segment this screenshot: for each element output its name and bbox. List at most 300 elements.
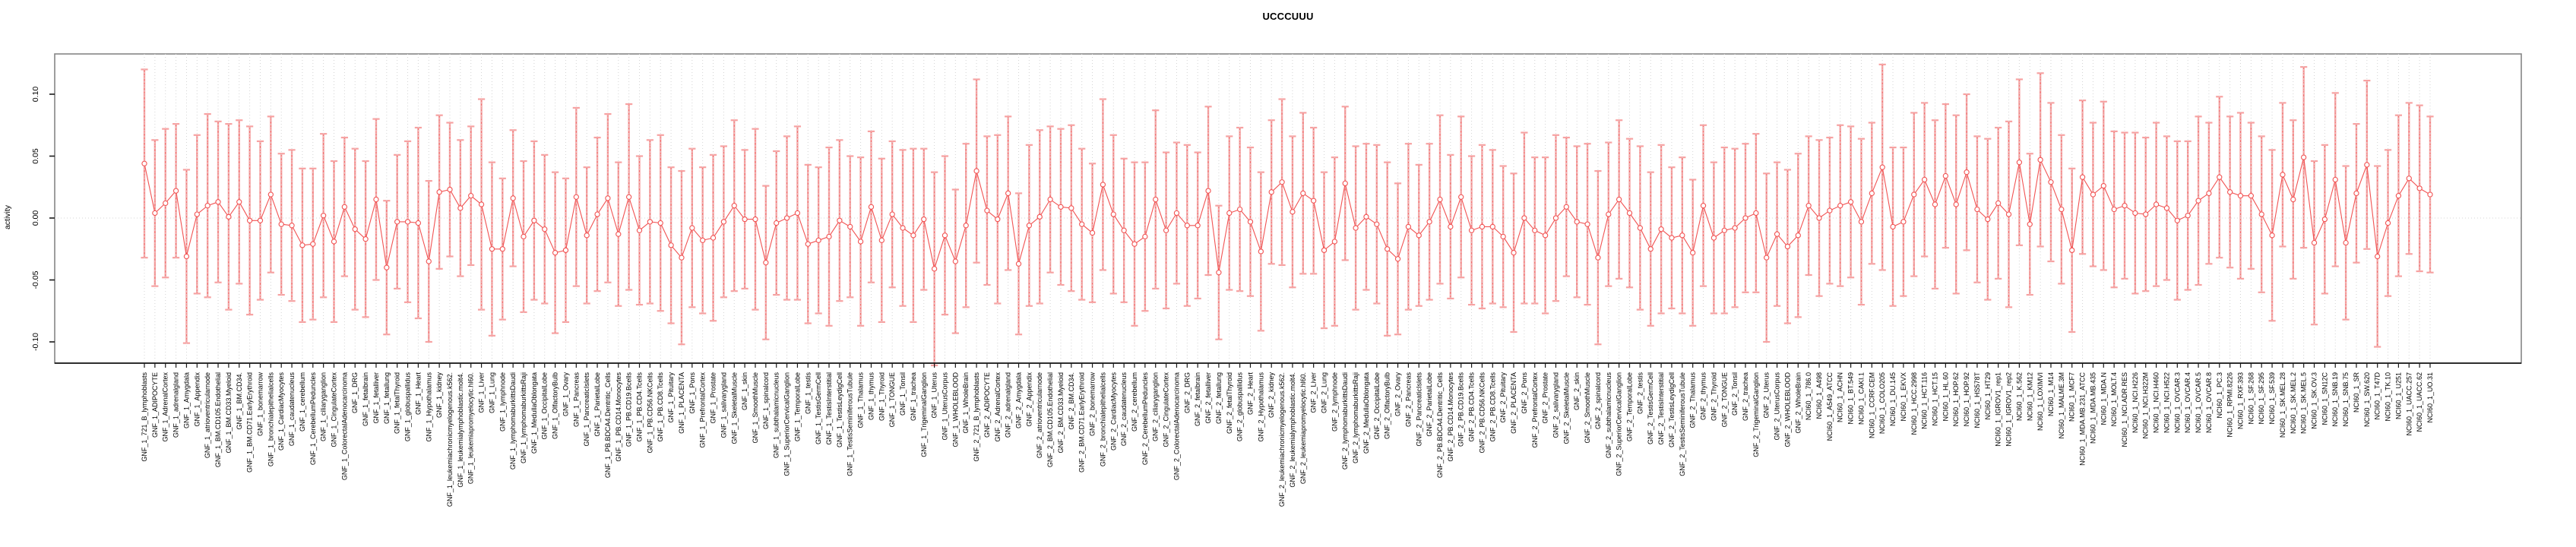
data-point	[1353, 226, 1358, 230]
data-point	[1459, 194, 1464, 199]
x-category-label: GNF_2_Appendix	[1025, 372, 1033, 427]
x-category-label: NCI60_1_OVCAR.8	[2204, 372, 2213, 434]
x-category-label: GNF_1_Thyroid	[878, 372, 886, 422]
x-category-label: GNF_1_fetalliver	[372, 372, 380, 424]
x-category-label: NCI60_1_786.0	[1805, 372, 1813, 421]
x-category-label: GNF_1_WHOLEBLOOD	[951, 372, 960, 447]
x-category-label: GNF_2_PB.CD19.Bcells	[1457, 372, 1465, 447]
x-category-label: GNF_1_SmoothMuscle	[751, 372, 759, 444]
x-category-label: GNF_2_TONGUE	[1720, 372, 1729, 428]
data-point	[1648, 247, 1653, 251]
x-category-label: GNF_1_TrigeminalGanglion	[919, 372, 928, 457]
x-category-label: GNF_2_PLACENTA	[1510, 372, 1518, 434]
x-category-label: NCI60_1_UO.31	[2426, 372, 2434, 423]
x-category-label: GNF_2_PB.CD56.NKCells	[1478, 372, 1486, 454]
data-point	[2407, 176, 2411, 181]
data-point	[1469, 228, 1473, 232]
x-category-label: NCI60_1_MDA.MB.231_ATCC	[2078, 372, 2087, 466]
data-point	[2133, 210, 2138, 215]
x-category-label: NCI60_1_SF.539	[2268, 372, 2277, 425]
x-category-label: NCI60_1_SK.MEL.28	[2278, 372, 2286, 438]
data-point	[848, 224, 853, 229]
data-point	[784, 216, 789, 220]
x-category-label: NCI60_1_HCC.2998	[1910, 372, 1918, 435]
data-point	[563, 248, 568, 252]
data-point	[995, 217, 1000, 222]
data-point	[1764, 255, 1769, 260]
y-tick-label: -0.10	[31, 333, 40, 351]
x-category-label: NCI60_1_HOP.92	[1963, 372, 1971, 427]
x-category-label: GNF_2_Pons	[1520, 372, 1528, 414]
x-category-label: GNF_2_PB.CD14.Monocytes	[1446, 372, 1454, 462]
data-point	[764, 261, 768, 265]
data-point	[1280, 180, 1284, 185]
data-point	[637, 228, 641, 232]
x-category-label: GNF_1_PB.CD19.Bcells	[625, 372, 633, 447]
data-point	[1227, 210, 1232, 215]
x-category-label: GNF_2_bonemarrow	[1088, 372, 1097, 437]
x-category-label: GNF_1_trachea	[909, 372, 917, 422]
x-category-label: NCI60_1_SN12C	[2321, 372, 2329, 425]
data-point	[1154, 197, 1158, 201]
data-point	[1269, 190, 1274, 194]
data-point	[1659, 227, 1663, 232]
x-category-label: NCI60_1_MOLT.4	[2110, 372, 2119, 427]
x-category-label: GNF_1_fetalbrain	[362, 372, 370, 427]
x-category-label: GNF_2_SuperiorCervicalGanglion	[1615, 372, 1623, 476]
x-category-label: NCI60_1_MDA.N	[2100, 372, 2108, 425]
data-point	[1490, 224, 1495, 229]
data-point	[1849, 200, 1853, 204]
data-point	[1701, 204, 1705, 208]
data-point	[1869, 191, 1874, 195]
data-point	[1585, 222, 1590, 226]
data-point	[142, 161, 147, 166]
data-point	[2017, 160, 2021, 165]
data-point	[458, 206, 463, 210]
data-point	[2196, 198, 2201, 203]
x-category-label: GNF_1_AdrenalCortex	[161, 372, 169, 442]
x-category-label: GNF_2_CardiacMyocytes	[1109, 372, 1118, 451]
x-category-label: GNF_2_PrefrontalCortex	[1530, 372, 1539, 448]
x-category-label: GNF_1_leukemiapromyelocytic.hl60.	[467, 372, 475, 485]
x-category-label: GNF_1_Hypothalamus	[425, 372, 433, 442]
data-point	[489, 247, 494, 251]
data-point	[543, 227, 547, 232]
data-point	[1553, 216, 1558, 220]
x-category-label: GNF_1_BM.CD105.Endothelial	[214, 372, 223, 468]
x-category-label: GNF_1_CerebellumPeduncles	[309, 372, 317, 466]
x-category-label: NCI60_1_IGROV1_rep2	[2005, 372, 2013, 447]
data-point	[1069, 206, 1074, 210]
x-category-label: GNF_1_PB.BDCA4.Dentritic_Cells	[603, 372, 612, 479]
x-category-label: GNF_2_UterusCorpus	[1773, 372, 1781, 441]
data-point	[2090, 192, 2095, 197]
data-point	[2333, 177, 2337, 182]
y-tick-label: -0.05	[31, 270, 40, 289]
data-point	[1312, 198, 1316, 203]
data-point	[279, 222, 283, 226]
x-category-label: NCI60_1_U251	[2394, 372, 2403, 420]
x-category-label: GNF_2_Heart	[1246, 372, 1255, 416]
data-point	[1722, 228, 1726, 232]
data-point	[1290, 210, 1295, 214]
data-point	[974, 169, 979, 173]
x-category-label: NCI60_1_UACC.257	[2405, 372, 2413, 436]
x-category-label: NCI60_1_COLO205	[1878, 372, 1887, 435]
data-point	[1427, 220, 1432, 224]
x-category-label: GNF_2_fetalThyroid	[1225, 372, 1233, 435]
data-point	[448, 187, 452, 191]
data-point	[2049, 180, 2053, 185]
data-point	[1901, 220, 1906, 224]
x-category-label: GNF_2_Pancreas	[1404, 372, 1413, 428]
data-point	[2312, 241, 2316, 245]
x-category-label: NCI60_1_NCI.ADR.RES	[2121, 372, 2129, 447]
x-category-label: GNF_2_PB.CD8.Tcells	[1489, 372, 1497, 442]
x-category-label: NCI60_1_ACHN	[1836, 372, 1844, 423]
data-point	[2270, 233, 2274, 238]
x-category-label: GNF_1_PB.CD14.Monocytes	[614, 372, 622, 462]
data-point	[1522, 216, 1527, 220]
x-category-label: NCI60_1_NCI.H522	[2163, 372, 2171, 434]
x-category-label: GNF_1_BM.CD71.EarlyErythroid	[245, 372, 254, 473]
data-point	[679, 255, 684, 260]
data-point	[1206, 188, 1210, 193]
data-point	[985, 208, 989, 213]
data-point	[1059, 204, 1063, 209]
data-point	[2101, 184, 2106, 188]
data-point	[858, 239, 862, 244]
data-point	[532, 218, 536, 223]
data-point	[1923, 177, 1927, 182]
y-axis-label: activity	[3, 204, 12, 230]
x-category-label: GNF_1_Amygdala	[182, 372, 191, 429]
x-category-label: NCI60_1_NCI.H322M	[2141, 372, 2150, 439]
x-category-label: GNF_2_OlfactoryBulb	[1383, 372, 1391, 440]
x-category-label: NCI60_1_RPMI.8226	[2226, 372, 2234, 438]
data-point	[1932, 202, 1937, 207]
data-point	[774, 220, 779, 225]
x-category-label: GNF_1_lymphnode	[498, 372, 507, 432]
x-category-label: GNF_2_Thyroid	[1710, 372, 1718, 422]
x-category-label: NCI60_1_SK.OV.3	[2310, 372, 2318, 429]
data-point	[405, 220, 410, 224]
data-point	[2217, 175, 2222, 179]
data-point	[374, 197, 378, 201]
data-point	[521, 234, 526, 239]
data-point	[1174, 210, 1179, 215]
x-category-label: NCI60_1_RXF.393	[2236, 372, 2245, 430]
x-category-label: GNF_2_lymphomaburkittsRaji	[1352, 372, 1360, 464]
x-category-label: GNF_2_WholeBrain	[1794, 372, 1802, 434]
data-point	[2417, 186, 2422, 191]
x-category-label: GNF_1_PancreaticIslets	[583, 372, 591, 447]
data-point	[216, 200, 220, 204]
data-point	[2228, 190, 2233, 194]
x-category-label: GNF_1_ADIPOCYTE	[150, 372, 159, 438]
data-point	[1943, 173, 1948, 178]
data-point	[2302, 155, 2306, 160]
x-category-label: GNF_1_cerebellum	[298, 372, 306, 432]
data-point	[1185, 223, 1189, 228]
data-point	[1006, 191, 1011, 195]
data-point	[1596, 255, 1600, 260]
data-point	[469, 194, 473, 198]
x-category-label: GNF_1_PLACENTA	[677, 372, 685, 434]
data-point	[2080, 175, 2084, 179]
data-point	[1669, 236, 1674, 240]
x-category-label: GNF_2_Ovary	[1394, 372, 1402, 417]
x-category-label: GNF_2_leukemiachronicmyelogenous.k562.	[1278, 372, 1286, 507]
data-point	[205, 204, 210, 208]
data-point	[321, 213, 326, 218]
x-category-label: GNF_2_BM.CD71.EarlyErythroid	[1078, 372, 1086, 473]
data-point	[2185, 213, 2190, 218]
x-category-label: NCI60_1_NCI.H226	[2131, 372, 2139, 434]
data-point	[1416, 233, 1421, 238]
data-point	[837, 218, 842, 223]
data-point	[1122, 228, 1126, 232]
data-point	[2154, 202, 2158, 207]
data-point	[342, 204, 347, 209]
x-category-label: NCI60_1_SF.268	[2247, 372, 2255, 425]
x-category-label: GNF_2_spinalcord	[1593, 372, 1602, 430]
data-point	[300, 243, 305, 248]
data-point	[1501, 234, 1505, 239]
x-category-label: GNF_1_Pons	[688, 372, 696, 414]
x-category-label: GNF_2_fetalbrain	[1194, 372, 1202, 427]
data-point	[584, 233, 589, 238]
data-point	[1711, 236, 1716, 240]
data-point	[595, 212, 600, 217]
data-point	[1774, 232, 1779, 236]
plot-title: UCCCUUU	[1262, 11, 1314, 22]
x-category-label: GNF_1_Pituitary	[667, 372, 676, 423]
data-point	[1027, 223, 1031, 228]
x-category-label: GNF_2_leukemialymphoblastic.molt4.	[1288, 372, 1296, 488]
data-point	[1859, 220, 1863, 224]
data-point	[2428, 192, 2432, 197]
x-category-label: GNF_2_TemporalLobe	[1625, 372, 1634, 442]
data-point	[1785, 244, 1790, 248]
x-category-label: GNF_2_ColorectalAdenocarcinoma	[1172, 372, 1181, 481]
x-category-label: GNF_2_bronchialepithelialcells	[1099, 372, 1107, 467]
x-category-label: GNF_1_CingulateCortex	[330, 372, 338, 447]
data-point	[1217, 270, 1221, 275]
x-category-label: GNF_1_BM.CD34.	[235, 372, 243, 430]
data-point	[2343, 241, 2348, 245]
data-point	[701, 238, 705, 242]
x-category-label: GNF_1_OlfactoryBulb	[551, 372, 559, 440]
data-point	[1880, 165, 1885, 169]
x-category-label: GNF_1_fetalThyroid	[393, 372, 401, 435]
data-point	[1080, 222, 1084, 226]
x-category-label: GNF_1_Uterus	[930, 372, 938, 419]
data-point	[2259, 212, 2264, 217]
data-point	[2238, 194, 2242, 198]
data-point	[1048, 197, 1052, 201]
x-category-label: GNF_1_Ovary	[562, 372, 570, 417]
data-point	[616, 232, 621, 236]
x-category-label: GNF_2_DRG	[1183, 372, 1191, 414]
x-category-label: GNF_2_adrenalgland	[1004, 372, 1012, 438]
x-category-label: GNF_2_Amygdala	[1014, 372, 1023, 429]
x-category-label: GNF_1_thymus	[867, 372, 875, 421]
data-point	[900, 226, 905, 230]
x-category-label: GNF_1_testis	[804, 372, 812, 415]
data-point	[922, 217, 926, 222]
data-point	[805, 242, 810, 246]
x-category-label: GNF_1_bonemarrow	[256, 372, 264, 437]
x-category-label: GNF_2_TestisLeydigCell	[1667, 372, 1676, 448]
x-category-label: NCI60_1_HCT.15	[1931, 372, 1939, 426]
x-category-label: NCI60_1_HT29	[1983, 372, 1992, 420]
x-category-label: GNF_2_lymphnode	[1331, 372, 1339, 432]
x-category-label: GNF_1_spinalcord	[761, 372, 770, 430]
x-category-label: GNF_1_bronchialepithelialcells	[267, 372, 275, 467]
x-category-label: GNF_2_testis	[1636, 372, 1644, 415]
data-point	[1395, 257, 1400, 261]
x-category-label: GNF_1_subthalamicnucleus	[772, 372, 780, 459]
x-category-label: GNF_1_PrefrontalCortex	[698, 372, 707, 448]
data-point	[1132, 242, 1137, 246]
x-category-label: NCI60_1_HOP.62	[1952, 372, 1960, 427]
x-category-label: GNF_1_TestisGermCell	[815, 372, 823, 445]
data-point	[721, 220, 726, 224]
x-category-label: GNF_1_TestisLeydigCell	[835, 372, 843, 448]
x-category-label: GNF_1_leukemialymphoblastic.molt4.	[456, 372, 464, 488]
x-category-label: GNF_1_adrenalgland	[172, 372, 180, 438]
x-category-label: GNF_2_TestisSeminiferousTubule	[1678, 372, 1686, 476]
x-category-label: NCI60_1_NCI.H460	[2152, 372, 2160, 434]
x-category-label: NCI60_1_HCT.116	[1920, 372, 1929, 429]
data-point	[258, 218, 262, 223]
x-category-label: GNF_2_TrigeminalGanglion	[1752, 372, 1760, 457]
x-category-label: NCI60_1_A498	[1815, 372, 1824, 419]
x-category-label: NCI60_1_SW.620	[2362, 372, 2371, 428]
data-point	[964, 223, 968, 228]
data-point	[1617, 197, 1622, 201]
data-point	[226, 214, 231, 219]
x-category-label: GNF_1_WholeBrain	[962, 372, 970, 434]
data-point	[1574, 220, 1579, 224]
x-category-label: GNF_2_BM.CD34.	[1067, 372, 1075, 430]
data-point	[647, 220, 652, 224]
data-point	[942, 233, 947, 238]
data-point	[173, 188, 178, 193]
data-point	[816, 238, 821, 242]
x-category-label: GNF_2_kidney	[1267, 372, 1276, 419]
x-category-label: GNF_2_BM.CD105.Endothelial	[1046, 372, 1055, 468]
x-category-label: GNF_2_globuspallidus	[1236, 372, 1244, 442]
data-point	[710, 236, 715, 240]
x-category-label: NCI60_1_OVCAR.5	[2195, 372, 2203, 434]
data-point	[1511, 251, 1516, 255]
data-point	[2144, 212, 2148, 217]
x-category-label: NCI60_1_SR	[2352, 372, 2360, 413]
data-point	[1301, 191, 1305, 195]
x-category-label: GNF_2_SkeletalMuscle	[1562, 372, 1571, 444]
x-category-label: GNF_2_trachea	[1741, 372, 1749, 422]
x-category-label: GNF_1_UterusCorpus	[941, 372, 949, 441]
data-point	[1258, 249, 1263, 254]
data-point	[627, 194, 631, 199]
data-point	[1100, 182, 1105, 187]
x-category-label: GNF_1_TestisInterstitial	[825, 372, 834, 445]
x-category-label: GNF_1_globuspallidus	[403, 372, 412, 442]
x-category-label: GNF_2_fetalliver	[1204, 372, 1213, 424]
x-category-label: GNF_1_skin	[741, 372, 749, 411]
x-category-label: NCI60_1_K.562	[2015, 372, 2024, 422]
x-category-label: GNF_2_skin	[1573, 372, 1581, 411]
data-point	[1543, 233, 1548, 238]
data-point	[574, 194, 578, 199]
data-point	[1912, 192, 1916, 197]
data-point	[353, 227, 357, 232]
data-point	[1828, 208, 1832, 213]
data-point	[1627, 210, 1631, 215]
x-category-label: GNF_2_ciliaryganglion	[1151, 372, 1160, 442]
x-category-label: NCI60_1_OVCAR.3	[2173, 372, 2182, 434]
y-tick-label: 0.05	[31, 148, 40, 164]
data-point	[1796, 233, 1800, 238]
x-category-label: GNF_1_atrioventricularnode	[204, 372, 212, 459]
data-point	[1564, 204, 1568, 209]
data-point	[2112, 207, 2116, 211]
x-category-label: GNF_2_CerebellumPeduncles	[1141, 372, 1149, 466]
data-point	[2396, 194, 2400, 198]
data-point	[1406, 224, 1410, 229]
x-category-label: GNF_1_leukemiachronicmyelogenous.k562.	[445, 372, 454, 507]
data-point	[1016, 261, 1021, 266]
x-category-label: GNF_2_OccipitalLobe	[1372, 372, 1381, 440]
data-point	[690, 226, 695, 230]
data-point	[268, 192, 273, 197]
data-point	[1343, 181, 1347, 185]
data-point	[1248, 220, 1252, 224]
x-category-label: GNF_1_BM.CD33.Myeloid	[224, 372, 233, 454]
x-category-label: NCI60_1_BT.549	[1847, 372, 1855, 425]
x-category-label: GNF_2_salivarygland	[1552, 372, 1560, 438]
data-point	[2291, 197, 2296, 201]
x-category-label: GNF_1_Tonsil	[899, 372, 907, 416]
x-category-label: GNF_2_leukemiapromyelocytic.hl60.	[1299, 372, 1307, 485]
data-point	[248, 218, 252, 223]
data-point	[2164, 206, 2169, 210]
data-point	[1111, 212, 1116, 217]
y-tick-label: 0.10	[31, 86, 40, 103]
data-point	[1806, 204, 1811, 208]
data-point	[606, 196, 610, 201]
x-category-label: NCI60_1_KM12	[2026, 372, 2034, 422]
data-point	[426, 259, 431, 264]
data-point	[2059, 207, 2064, 211]
data-point	[2122, 204, 2127, 208]
data-point	[932, 267, 937, 271]
x-category-label: NCI60_1_T47D	[2373, 372, 2381, 420]
x-category-label: GNF_2_ADIPOCYTE	[983, 372, 991, 438]
data-point	[511, 196, 515, 201]
data-point	[1448, 224, 1453, 229]
data-point	[1954, 202, 1958, 207]
x-category-label: GNF_1_ParietalLobe	[593, 372, 602, 437]
data-point	[1037, 214, 1042, 219]
x-category-label: GNF_2_Prostate	[1541, 372, 1549, 424]
x-category-label: NCI60_1_MALME.3M	[2057, 372, 2065, 439]
data-point	[195, 212, 199, 217]
x-category-label: NCI60_1_OVCAR.4	[2184, 372, 2192, 434]
